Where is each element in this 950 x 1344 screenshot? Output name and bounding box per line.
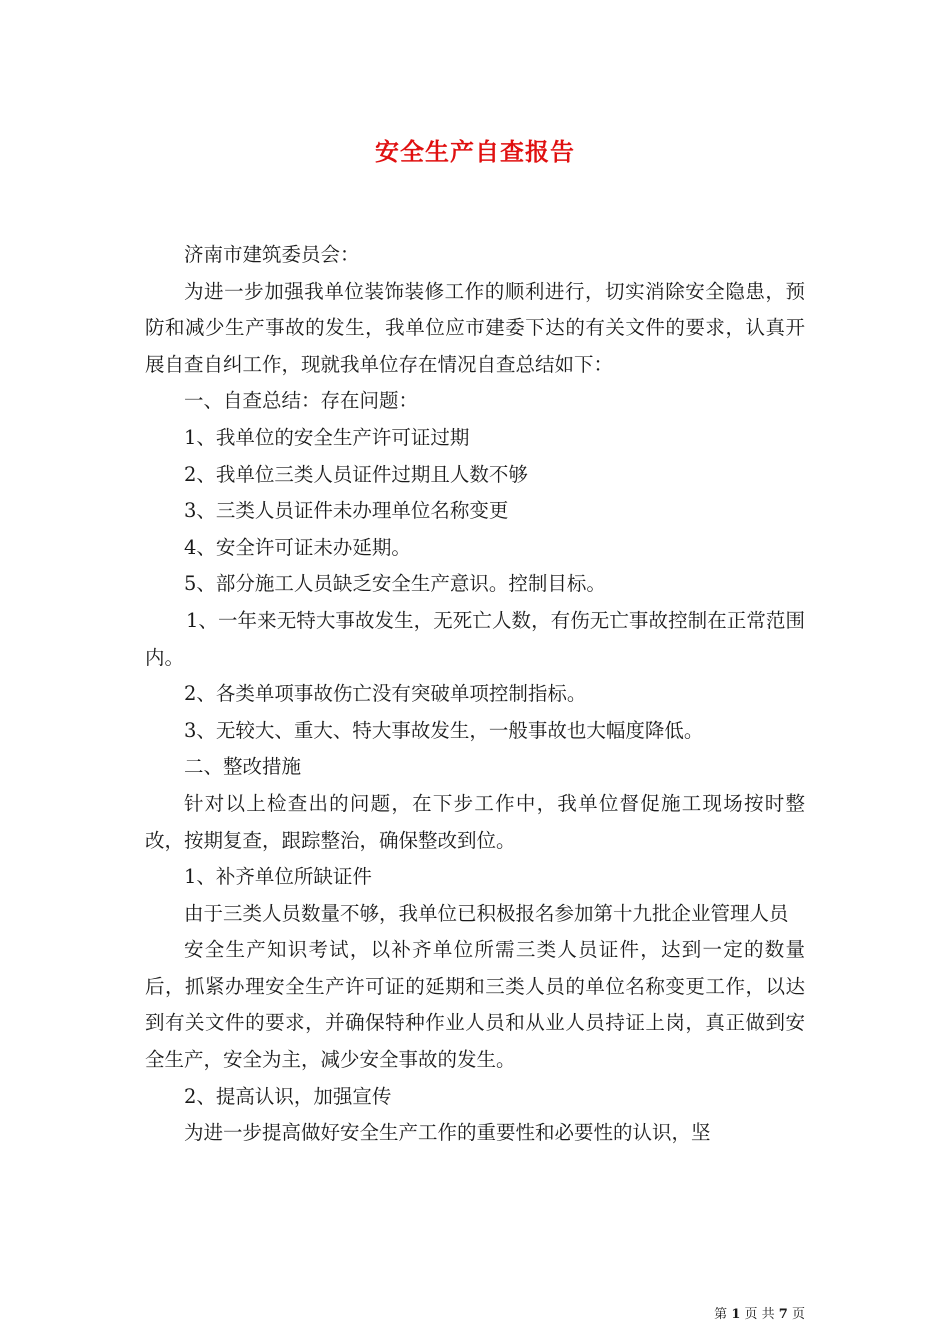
measure-heading-1: 1、补齐单位所缺证件 <box>184 865 372 889</box>
paragraph-measure-2: 为进一步提高做好安全生产工作的重要性和必要性的认识，坚 <box>184 1121 711 1145</box>
paragraph-measure-1b: 安全生产知识考试，以补齐单位所需三类人员证件，达到一定的数量后，抓紧办理安全生产许可证的延期和三类人员的单位名称变更工作，以达到有关文件的要求，并确保特种作业人员和从业人员持证上岗，真正做到安全生产，安全为主，减少安全事故的发生。 <box>145 938 805 1072</box>
target-item-1: 1、一年来无特大事故发生，无死亡人数，有伤无亡事故控制在正常范围内。 <box>145 608 805 669</box>
target-item-3: 3、无较大、重大、特大事故发生，一般事故也大幅度降低。 <box>184 718 704 742</box>
footer-middle: 页 共 <box>744 1307 775 1322</box>
paragraph-measure-1a: 由于三类人员数量不够，我单位已积极报名参加第十九批企业管理人员 <box>184 901 789 925</box>
paragraph-intro: 为进一步加强我单位装饰装修工作的顺利进行，切实消除安全隐患，预防和减少生产事故的发生，我单位应市建委下达的有关文件的要求，认真开展自查自纠工作，现就我单位存在情况自查总结如下： <box>145 279 805 376</box>
measure-heading-2: 2、提高认识，加强宣传 <box>184 1084 392 1108</box>
problem-item-5: 5、部分施工人员缺乏安全生产意识。控制目标。 <box>184 572 606 596</box>
page-footer <box>714 1303 805 1322</box>
heading-self-check-summary: 一、自查总结：存在问题： <box>184 389 419 413</box>
document-title: 安全生产自查报告 <box>375 137 575 166</box>
paragraph-rectification-intro: 针对以上检查出的问题，在下步工作中，我单位督促施工现场按时整改，按期复查，跟踪整治，确保整改到位。 <box>145 791 805 852</box>
heading-rectification: 二、整改措施 <box>184 755 302 779</box>
footer-total-pages: 7 <box>778 1307 788 1322</box>
document-body <box>145 237 805 1152</box>
problem-item-3: 3、三类人员证件未办理单位名称变更 <box>184 499 509 523</box>
paragraph-addressee: 济南市建筑委员会： <box>184 243 360 266</box>
problem-item-1: 1、我单位的安全生产许可证过期 <box>184 425 470 449</box>
problem-item-4: 4、安全许可证未办延期。 <box>184 535 411 559</box>
footer-suffix: 页 <box>791 1307 805 1322</box>
footer-prefix: 第 <box>714 1307 728 1322</box>
target-item-2: 2、各类单项事故伤亡没有突破单项控制指标。 <box>184 682 587 706</box>
problem-item-2: 2、我单位三类人员证件过期且人数不够 <box>184 462 528 486</box>
footer-current-page: 1 <box>731 1307 741 1322</box>
